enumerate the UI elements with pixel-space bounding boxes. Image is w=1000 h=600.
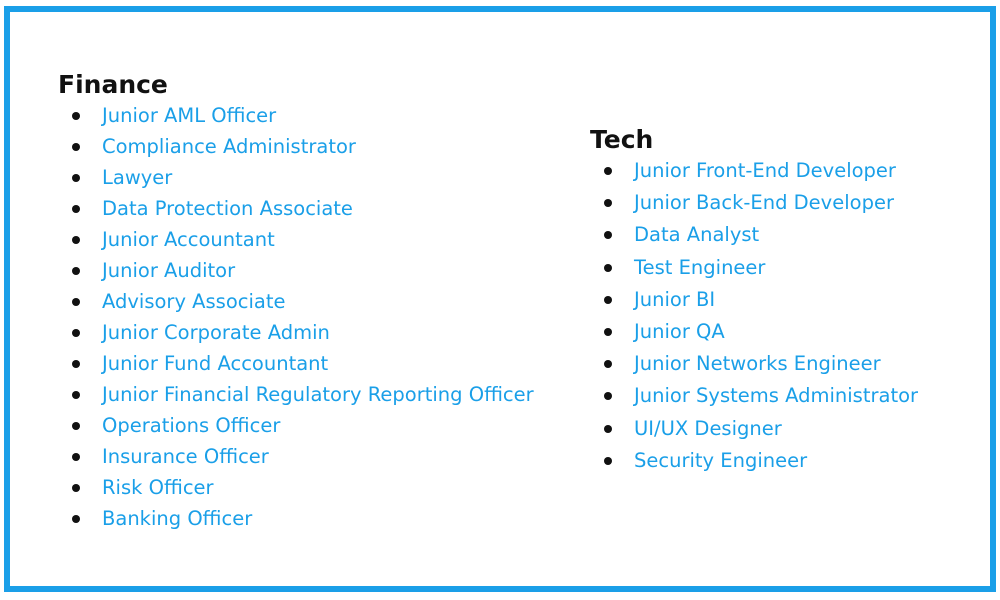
- list-item: [590, 413, 918, 445]
- job-link[interactable]: Data Protection Associate: [102, 197, 353, 220]
- bullet-icon: [604, 392, 612, 400]
- bullet-icon: [72, 298, 80, 306]
- section-heading-tech: Tech: [590, 125, 654, 154]
- bullet-icon: [72, 267, 80, 275]
- job-link[interactable]: Junior Financial Regulatory Reporting Officer: [102, 383, 534, 406]
- list-item: [58, 162, 534, 193]
- job-link[interactable]: Junior Systems Administrator: [634, 384, 919, 408]
- finance-job-list: [58, 100, 534, 534]
- bullet-icon: [604, 296, 612, 304]
- job-link[interactable]: Junior AML Officer: [102, 104, 277, 127]
- content-frame: [4, 6, 996, 592]
- job-link[interactable]: Junior Fund Accountant: [102, 352, 329, 375]
- list-item: [590, 219, 918, 251]
- job-link[interactable]: Test Engineer: [634, 255, 766, 279]
- bullet-icon: [604, 328, 612, 336]
- list-item: [590, 252, 918, 284]
- bullet-icon: [72, 174, 80, 182]
- list-item: [590, 284, 918, 316]
- bullet-icon: [72, 143, 80, 151]
- list-item: [590, 380, 918, 412]
- bullet-icon: [604, 360, 612, 368]
- list-item: [590, 155, 918, 187]
- list-item: [58, 348, 534, 379]
- bullet-icon: [72, 515, 80, 523]
- job-link[interactable]: Compliance Administrator: [102, 135, 356, 158]
- bullet-icon: [72, 453, 80, 461]
- bullet-icon: [72, 112, 80, 120]
- bullet-icon: [72, 484, 80, 492]
- job-link[interactable]: Junior Corporate Admin: [102, 321, 330, 344]
- tech-job-list: [590, 155, 918, 477]
- bullet-icon: [604, 425, 612, 433]
- list-item: [590, 348, 918, 380]
- list-item: [58, 224, 534, 255]
- job-link[interactable]: Operations Officer: [102, 414, 281, 437]
- list-item: [58, 441, 534, 472]
- list-item: [590, 445, 918, 477]
- list-item: [58, 410, 534, 441]
- bullet-icon: [72, 236, 80, 244]
- job-link[interactable]: Junior Front-End Developer: [634, 159, 896, 182]
- list-item: [58, 317, 534, 348]
- list-item: [58, 286, 534, 317]
- list-item: [58, 379, 534, 410]
- job-link[interactable]: Junior BI: [634, 287, 716, 311]
- list-item: [590, 187, 918, 219]
- job-link[interactable]: Insurance Officer: [102, 445, 269, 468]
- job-link[interactable]: Junior Auditor: [102, 259, 236, 282]
- bullet-icon: [604, 199, 612, 207]
- job-link[interactable]: Advisory Associate: [102, 290, 286, 313]
- list-item: [58, 100, 534, 131]
- list-item: [58, 131, 534, 162]
- job-link[interactable]: Data Analyst: [634, 223, 760, 247]
- bullet-icon: [72, 329, 80, 337]
- list-item: [58, 472, 534, 503]
- job-link[interactable]: Lawyer: [102, 166, 173, 189]
- job-link[interactable]: Junior QA: [634, 319, 725, 343]
- job-link[interactable]: Risk Officer: [102, 476, 214, 499]
- list-item: [58, 193, 534, 224]
- job-link[interactable]: Junior Back-End Developer: [634, 191, 894, 215]
- bullet-icon: [72, 360, 80, 368]
- finance-section: [58, 70, 534, 534]
- list-item: [58, 255, 534, 286]
- list-item: [590, 316, 918, 348]
- bullet-icon: [604, 457, 612, 465]
- bullet-icon: [72, 422, 80, 430]
- job-link[interactable]: Banking Officer: [102, 507, 253, 530]
- job-link[interactable]: Junior Accountant: [102, 228, 275, 251]
- bullet-icon: [604, 167, 612, 175]
- bullet-icon: [604, 231, 612, 239]
- tech-section: [590, 125, 918, 477]
- bullet-icon: [72, 205, 80, 213]
- bullet-icon: [72, 391, 80, 399]
- list-item: [58, 503, 534, 534]
- job-link[interactable]: Security Engineer: [634, 448, 808, 472]
- bullet-icon: [604, 264, 612, 272]
- section-heading-finance: Finance: [58, 70, 168, 99]
- job-link[interactable]: Junior Networks Engineer: [634, 352, 881, 376]
- job-link[interactable]: UI/UX Designer: [634, 416, 782, 440]
